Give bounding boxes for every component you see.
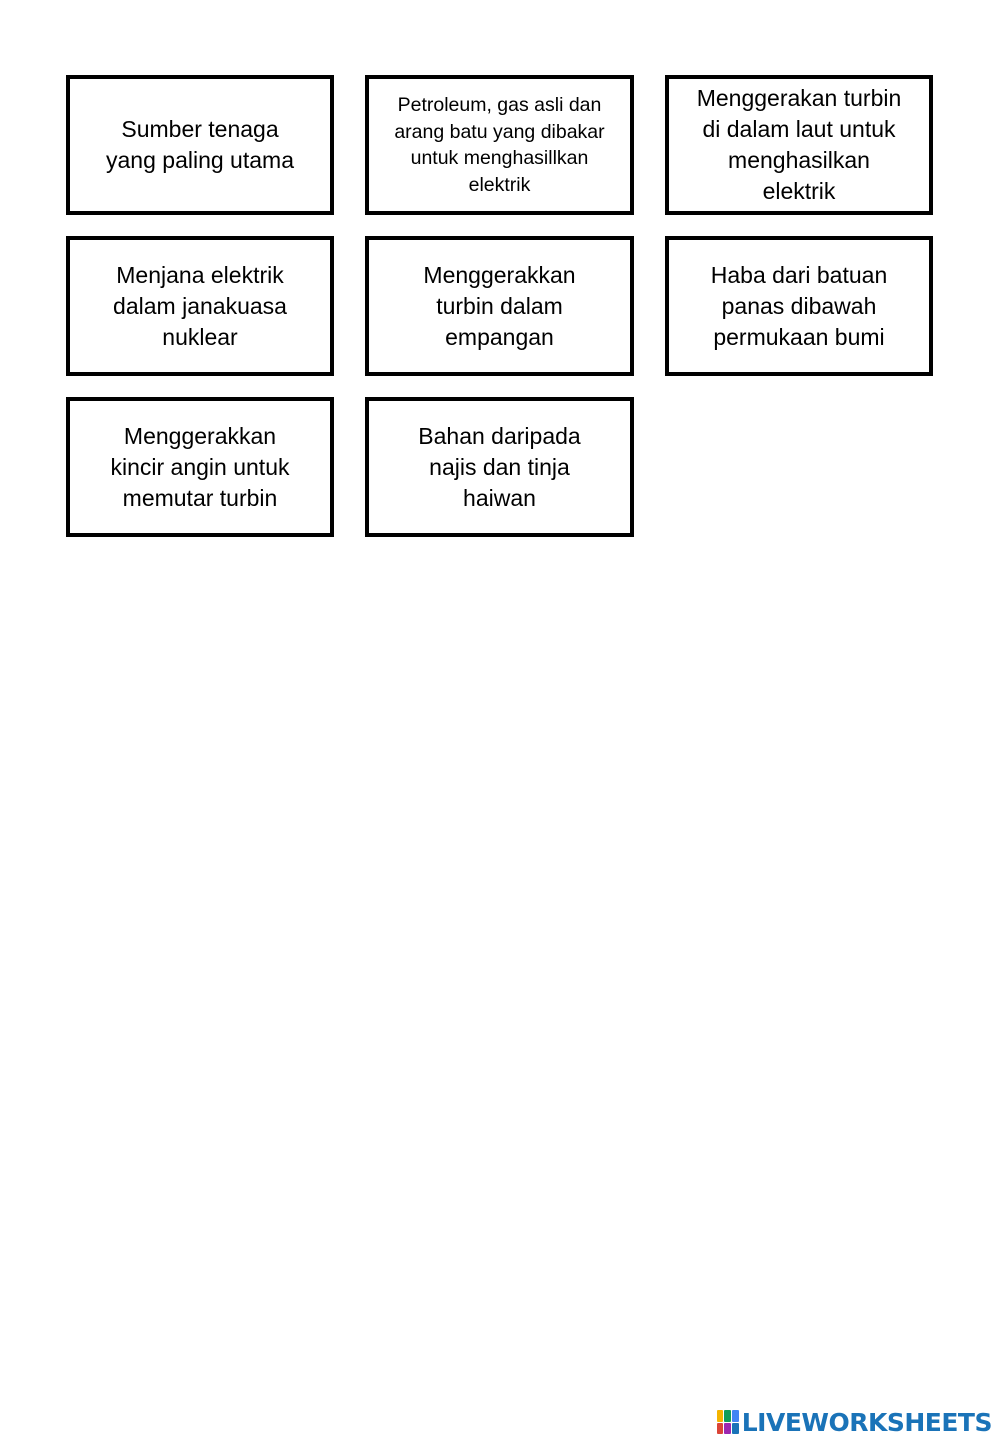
card-text: Haba dari batuan panas dibawah permukaan bumi <box>710 261 888 350</box>
card-text: Bahan daripada najis dan tinja haiwan <box>418 422 581 511</box>
card-text: Sumber tenaga yang paling utama <box>106 116 294 173</box>
card-biojisim <box>365 397 634 537</box>
card-geoterma <box>665 236 933 376</box>
card-text: Menggerakan turbin di dalam laut untuk menghasilkan elektrik <box>696 85 902 204</box>
logo-tile <box>724 1423 731 1435</box>
card-bahan-api-fosil <box>365 75 634 215</box>
card-text: Menggerakkan turbin dalam empangan <box>423 261 576 350</box>
card-angin <box>66 397 334 537</box>
card-hidroelektrik <box>365 236 634 376</box>
logo-tile <box>717 1423 724 1435</box>
logo-tile <box>724 1410 731 1422</box>
liveworksheets-logo <box>717 1407 992 1437</box>
brand-name: LIVEWORKSHEETS <box>741 1407 992 1437</box>
card-text: Menjana elektrik dalam janakuasa nuklear <box>113 261 287 350</box>
liveworksheets-logo-icon <box>717 1410 739 1434</box>
card-text: Menggerakkan kincir angin untuk memutar turbin <box>110 422 290 511</box>
logo-tile <box>732 1410 739 1422</box>
logo-tile <box>732 1423 739 1435</box>
card-text: Petroleum, gas asli dan arang batu yang dibakar untuk menghasillkan elektrik <box>394 94 605 196</box>
card-sumber-tenaga <box>66 75 334 215</box>
logo-tile <box>717 1410 724 1422</box>
card-ombak-pasang-surut <box>665 75 933 215</box>
card-nuklear <box>66 236 334 376</box>
